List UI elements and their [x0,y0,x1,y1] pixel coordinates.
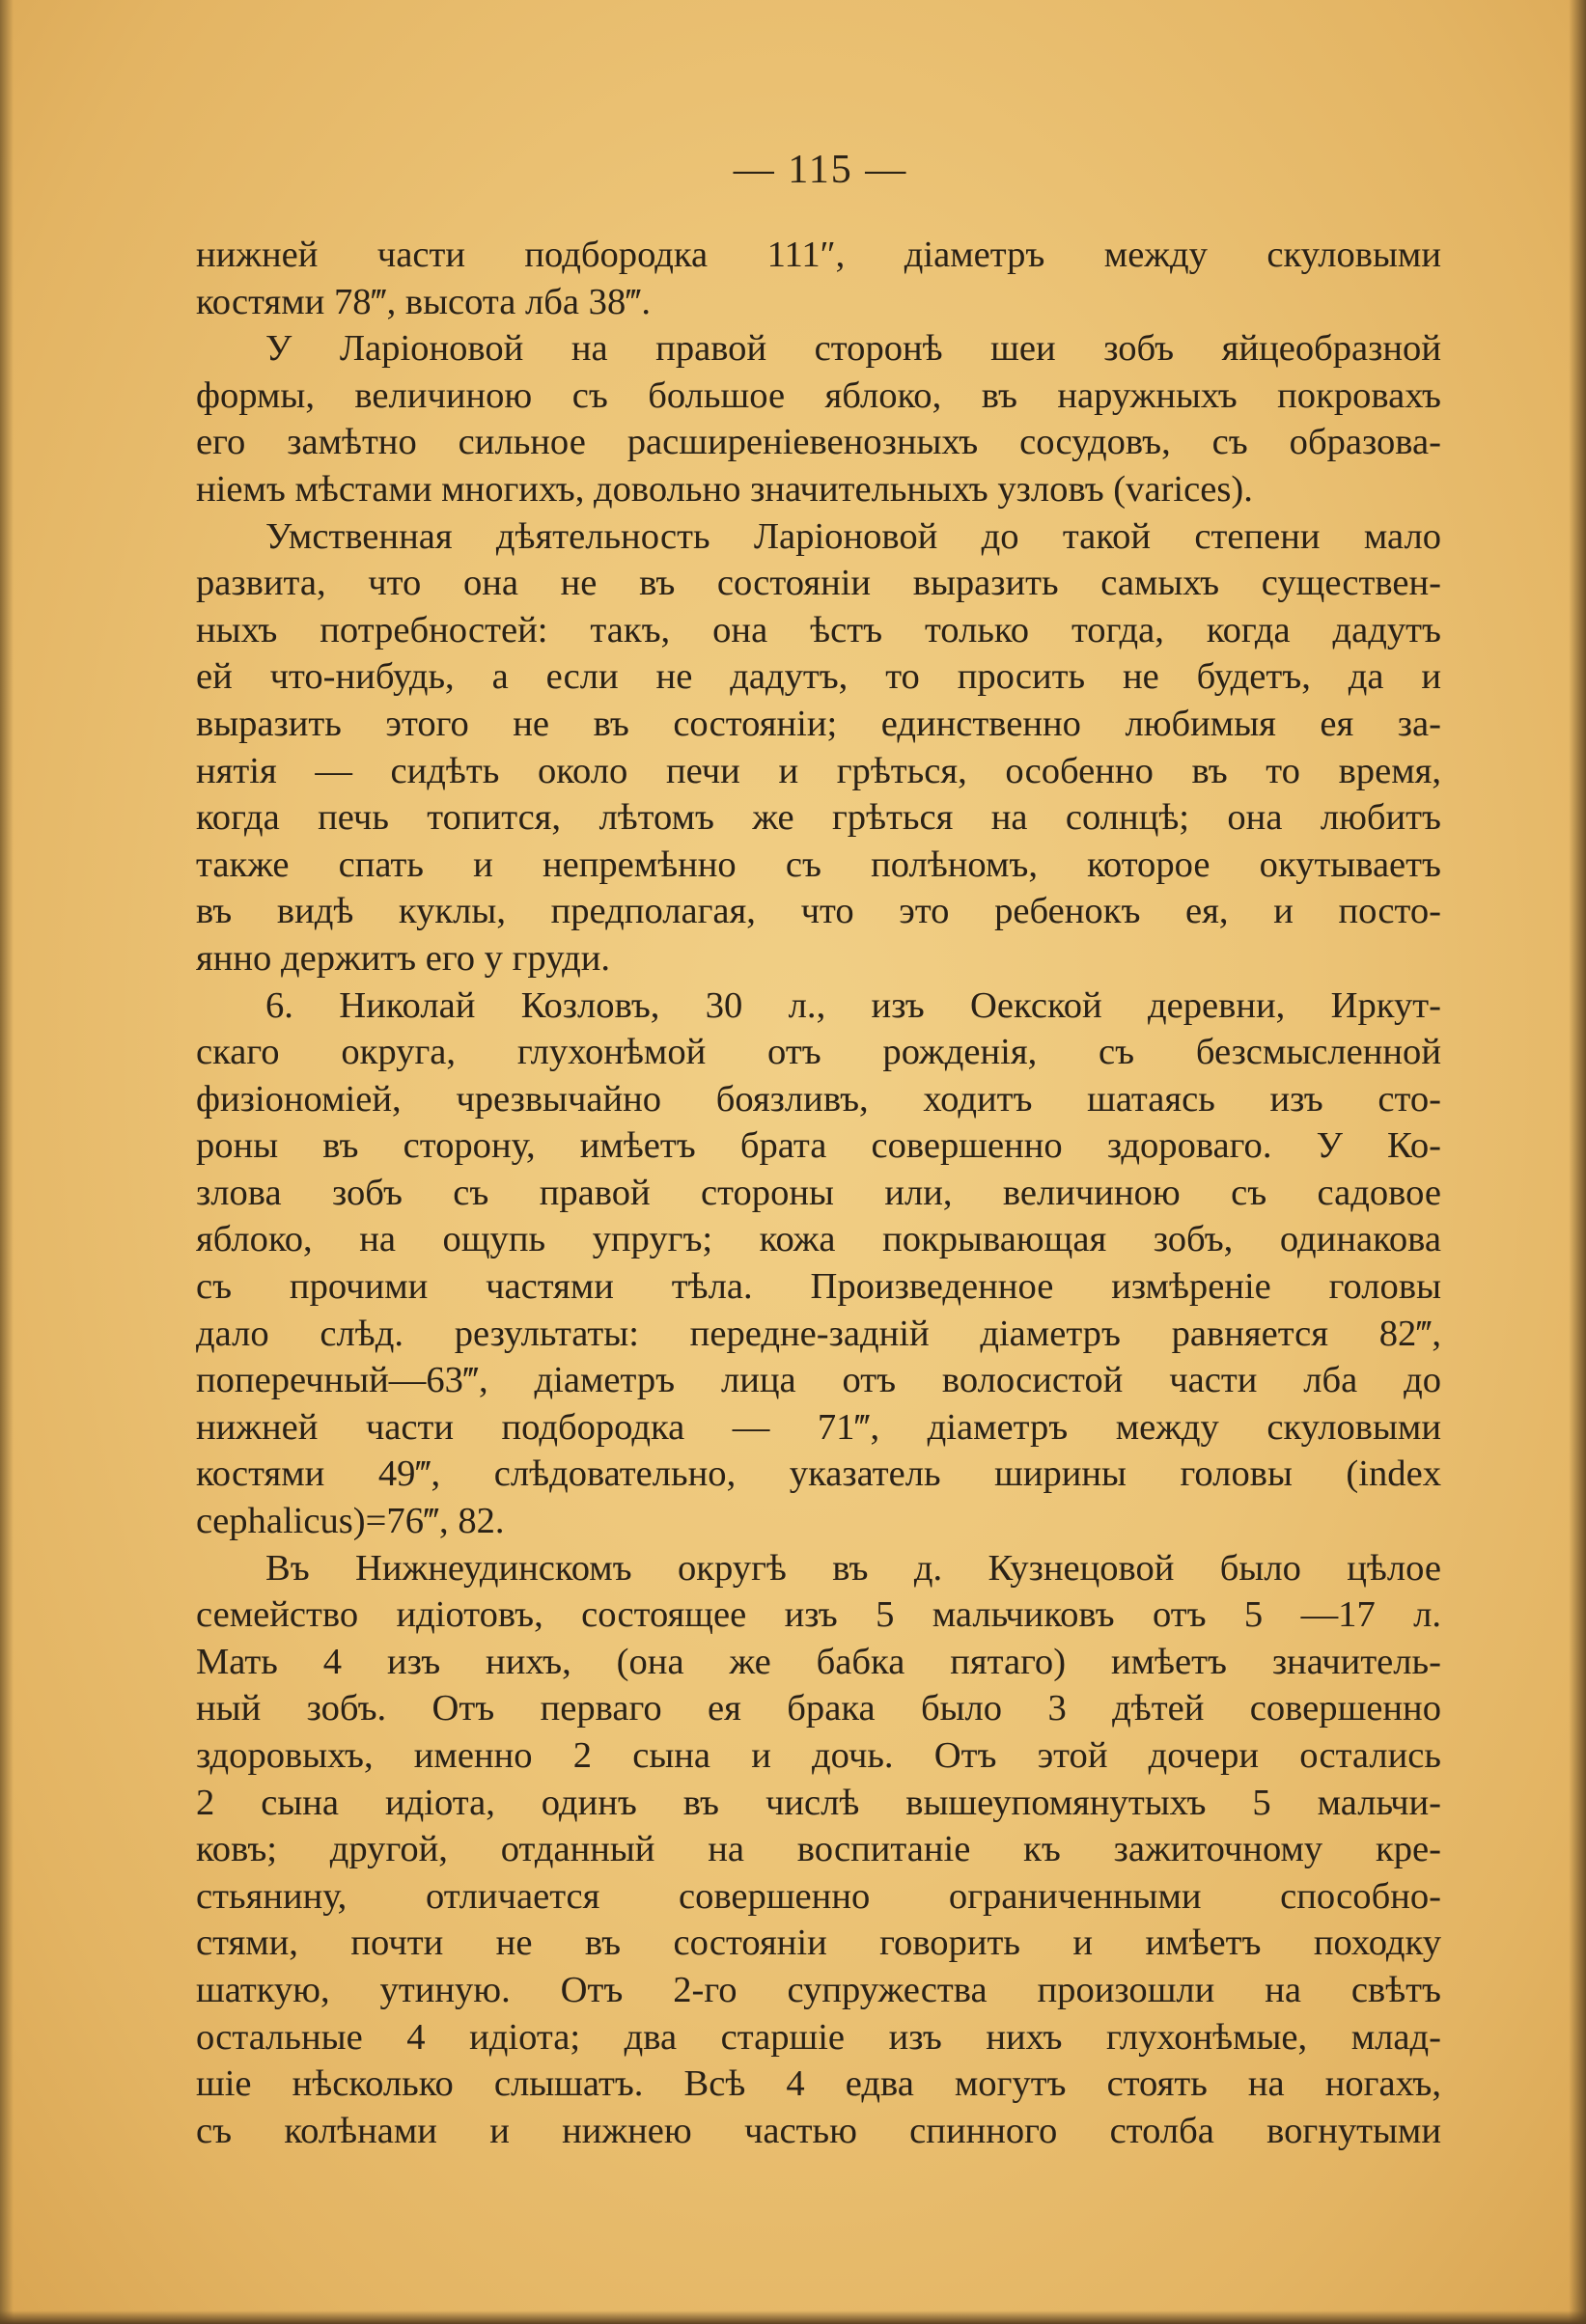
text-line: нижней части подбородка — 71‴, діаметръ между скуловыми [196,1406,1441,1448]
text-line: семейство идіотовъ, состоящее изъ 5 мальчиковъ отъ 5 —17 л. [196,1594,1441,1636]
text-line: cephalicus)=76‴, 82. [196,1501,505,1542]
text-line: янно держитъ его у груди. [196,937,610,979]
text-line: ніемъ мѣстами многихъ, довольно значительныхъ узловъ (varices). [196,468,1253,510]
text-line: формы, величиною съ большое яблоко, въ наружныхъ покровахъ [196,374,1441,416]
text-line: дало слѣд. результаты: передне-задній діаметръ равняется 82‴, [196,1313,1441,1354]
text-line: Умственная дѣятельность Ларіоновой до такой степени мало [265,515,1441,557]
text-line: нятія — сидѣть около печи и грѣться, особенно въ то время, [196,750,1441,791]
text-line: его замѣтно сильное расширеніевенозныхъ сосудовъ, съ образова- [196,422,1441,463]
text-line: въ видѣ куклы, предполагая, что это ребенокъ ея, и посто- [196,891,1441,932]
text-line: 6. Николай Козловъ, 30 л., изъ Оекской деревни, Иркут- [265,984,1441,1026]
page-number: — 115 — [733,148,908,192]
text-line: когда печь топится, лѣтомъ же грѣться на солнцѣ; она любитъ [196,797,1441,839]
page-left-edge [0,0,14,2324]
text-line: скаго округа, глухонѣмой отъ рожденія, съ безсмысленной [196,1032,1441,1073]
text-line: роны въ сторону, имѣетъ брата совершенно здороваго. У Ко- [196,1125,1441,1167]
text-line: ныхъ потребностей: такъ, она ѣстъ только тогда, когда дадутъ [196,609,1441,650]
text-line: шаткую, утиную. Отъ 2-го супружества произошли на свѣтъ [196,1969,1441,2010]
text-line: Мать 4 изъ нихъ, (она же бабка пятаго) имѣетъ значитель- [196,1641,1441,1682]
text-line: ный зобъ. Отъ перваго ея брака было 3 дѣтей совершенно [196,1688,1441,1729]
text-line: поперечный—63‴, діаметръ лица отъ волосистой части лба до [196,1360,1441,1401]
text-line: ковъ; другой, отданный на воспитаніе къ зажиточному кре- [196,1829,1441,1870]
text-line: шіе нѣсколько слышатъ. Всѣ 4 едва могутъ стоять на ногахъ, [196,2063,1441,2105]
text-line: 2 сына идіота, одинъ въ числѣ вышеупомянутыхъ 5 мальчи- [196,1782,1441,1823]
text-line: нижней части подбородка 111″, діаметръ между скуловыми [196,235,1441,275]
text-line: стями, почти не въ состояніи говорить и имѣетъ походку [196,1923,1441,1964]
text-line: здоровыхъ, именно 2 сына и дочь. Отъ этой дочери остались [196,1735,1441,1776]
text-line: съ прочими частями тѣла. Произведенное измѣреніе головы [196,1266,1441,1308]
text-line: стьянину, отличается совершенно ограниченными способно- [196,1875,1441,1917]
text-line: физіономіей, чрезвычайно боязливъ, ходитъ шатаясь изъ сто- [196,1078,1441,1120]
page-right-edge [1569,0,1586,2324]
text-line: выразить этого не въ состояніи; единственно любимыя ея за- [196,703,1441,744]
text-line: остальные 4 идіота; два старшіе изъ нихъ глухонѣмые, млад- [196,2016,1441,2058]
text-line: также спать и непремѣнно съ полѣномъ, которое окутываетъ [196,844,1441,885]
text-line: У Ларіоновой на правой сторонѣ шеи зобъ яйцеобразной [265,328,1441,370]
text-line: яблоко, на ощупь упругъ; кожа покрывающая зобъ, одинакова [196,1219,1441,1260]
text-line: костями 49‴, слѣдовательно, указатель ширины головы (index [196,1453,1441,1495]
text-line: костями 78‴, высота лба 38‴. [196,281,651,322]
text-line: съ колѣнами и нижнею частью спинного столба вогнутыми [196,2110,1441,2151]
page-bottom-edge [0,2310,1586,2324]
text-line: развита, что она не въ состояніи выразить самыхъ существен- [196,563,1441,604]
text-line: ей что-нибудь, а если не дадутъ, то просить не будетъ, да и [196,656,1441,698]
text-line: Въ Нижнеудинскомъ округѣ въ д. Кузнецовой было цѣлое [265,1547,1441,1589]
text-line: злова зобъ съ правой стороны или, величиною съ садовое [196,1172,1441,1213]
body-text [196,232,1441,2154]
